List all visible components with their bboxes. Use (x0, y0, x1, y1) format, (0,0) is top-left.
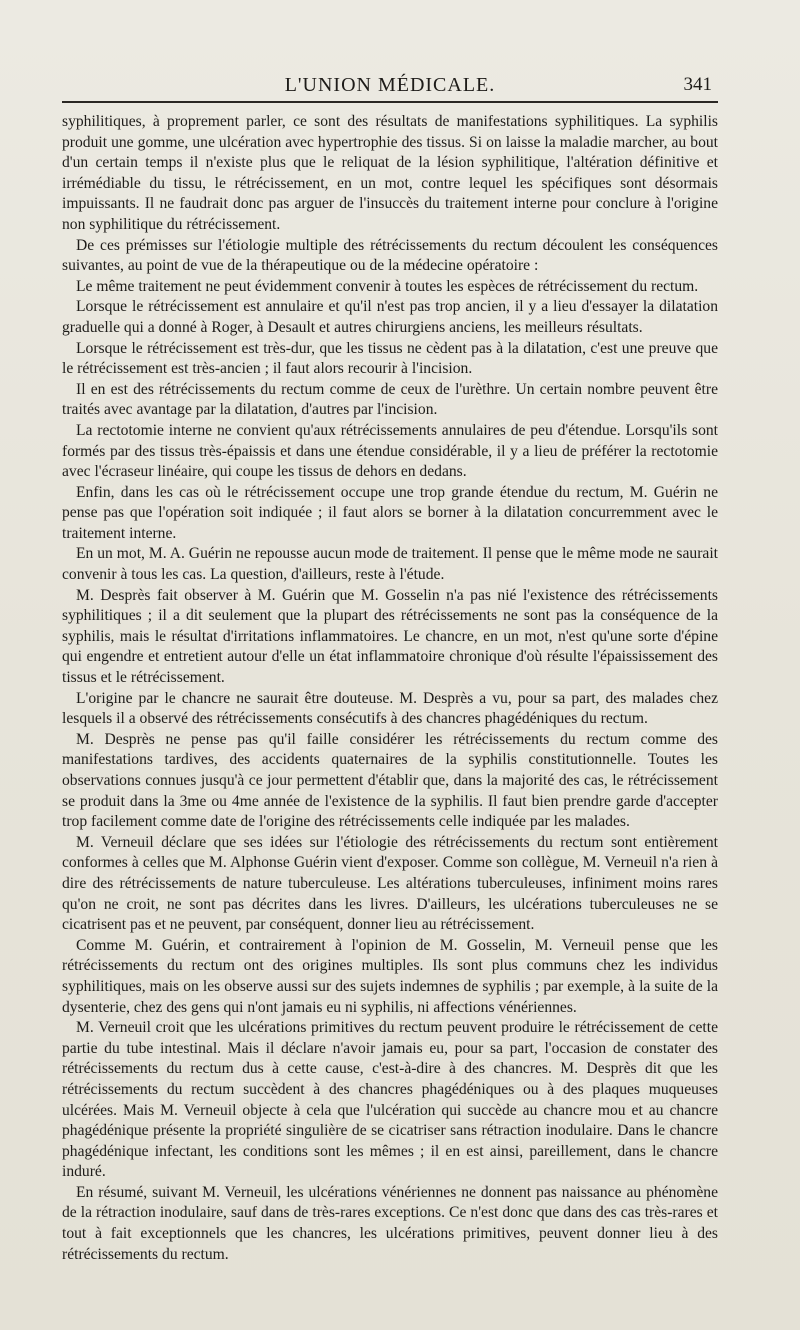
page-header (60, 70, 720, 104)
paragraph: Comme M. Guérin, et contrairement à l'opinion de M. Gosselin, M. Verneuil pense que les rétrécissements du rectum ont des origines multiples. Ils sont plus communs chez les individus syphilitiques, mais on les observe aussi sur des sujets indemnes de syphilis ; par exemple, à la suite de la dysenterie, chez des gens qui n'ont jamais eu ni syphilis, ni affections vénériennes. (62, 936, 718, 1016)
article-body (62, 112, 718, 1265)
paragraph: M. Desprès ne pense pas qu'il faille considérer les rétrécissements du rectum comme des manifestations tardives, des accidents quaternaires de la syphilis constitutionnelle. Toutes les observations connues jusqu'à ce jour permettent d'établir que, dans la majorité des cas, le rétrécissement se produit dans la 3me ou 4me année de l'existence de la syphilis. Il faut bien prendre garde d'accepter trop facilement comme date de l'origine des rétrécissements celle indiquée par les malades. (62, 730, 718, 831)
paragraph: La rectotomie interne ne convient qu'aux rétrécissements annulaires de peu d'étendue. Lorsqu'ils sont formés par des tissus très-épaissis et dans une étendue considérable, il y a lieu de préférer la rectotomie avec l'écraseur linéaire, qui coupe les tissus de dehors en dedans. (62, 421, 718, 481)
paragraph: Enfin, dans les cas où le rétrécissement occupe une trop grande étendue du rectum, M. Guérin ne pense pas que l'opération soit indiquée ; il faut alors se borner à la dilatation concurremment avec le traitement interne. (62, 483, 718, 542)
header-rule (62, 101, 718, 103)
paragraph: Le même traitement ne peut évidemment convenir à toutes les espèces de rétrécissement du rectum. (76, 277, 699, 295)
paragraph: De ces prémisses sur l'étiologie multiple des rétrécissements du rectum découlent les conséquences suivantes, au point de vue de la thérapeutique ou de la médecine opératoire : (62, 236, 718, 275)
running-title: L'UNION MÉDICALE. (284, 74, 496, 96)
paragraph: M. Verneuil déclare que ses idées sur l'étiologie des rétrécissements du rectum sont entièrement conformes à celles que M. Alphonse Guérin vient d'exposer. Comme son collègue, M. Verneuil n'a rien à dire des rétrécissements de nature tuberculeuse. Les altérations tuberculeuses, infiniment moins rares qu'on ne croit, ne sont pas décrites dans les livres. D'ailleurs, les ulcérations tuberculeuses ne se cicatrisent pas et ne peuvent, par conséquent, donner lieu au rétrécissement. (62, 833, 718, 934)
paragraph: Lorsque le rétrécissement est annulaire et qu'il n'est pas trop ancien, il y a lieu d'essayer la dilatation graduelle qui a donné à Roger, à Desault et autres chirurgiens anciens, les meilleurs résultats. (62, 298, 718, 336)
paragraph: En résumé, suivant M. Verneuil, les ulcérations vénériennes ne donnent pas naissance au phénomène de la rétraction inodulaire, sauf dans de très-rares exceptions. Ce n'est donc que dans des cas très-rares et tout à fait exceptionnels que les chancres, les ulcérations primitives, peuvent donner lieu à des rétrécissements du rectum. (62, 1183, 718, 1263)
paragraph: En un mot, M. A. Guérin ne repousse aucun mode de traitement. Il pense que le même mode ne saurait convenir à tous les cas. La question, d'ailleurs, reste à l'étude. (62, 545, 718, 584)
paragraph: L'origine par le chancre ne saurait être douteuse. M. Desprès a vu, pour sa part, des malades chez lesquels il a observé des rétrécissements consécutifs à des chancres phagédéniques du rectum. (62, 689, 718, 728)
paragraph: M. Verneuil croit que les ulcérations primitives du rectum peuvent produire le rétrécissement de cette partie du tube intestinal. Mais il déclare n'avoir jamais eu, pour sa part, l'occasion de constater des rétrécissements du rectum dus à cette cause, c'est-à-dire à des chancres. M. Desprès dit que les rétrécissements du rectum succèdent à des chancres phagédéniques ou à des plaques muqueuses ulcérées. Mais M. Verneuil objecte à cela que l'ulcération qui succède au chancre mou et au chancre phagédénique présente la propriété singulière de se cicatriser sans rétraction inodulaire. Dans le chancre phagédénique infectant, les conditions sont les mêmes ; il en est ainsi, pareillement, dans le chancre induré. (62, 1019, 718, 1181)
page-number: 341 (683, 74, 712, 95)
paragraph: M. Desprès fait observer à M. Guérin que M. Gosselin n'a pas nié l'existence des rétrécissements syphilitiques ; il a dit seulement que la plupart des rétrécissements ne sont pas la conséquence de la syphilis, mais le résultat d'irritations inflammatoires. Le chancre, en un mot, n'est qu'une sorte d'épine qui engendre et entretient autour d'elle un état inflammatoire chronique d'où résulte l'épaississement des tissus et le rétrécissement. (62, 586, 718, 687)
paragraph: Lorsque le rétrécissement est très-dur, que les tissus ne cèdent pas à la dilatation, c'est une preuve que le rétrécissement est très-ancien ; il faut alors recourir à l'incision. (62, 339, 718, 378)
paragraph: syphilitiques, à proprement parler, ce sont des résultats de manifestations syphilitiques. La syphilis produit une gomme, une ulcération avec hypertrophie des tissus. Si on laisse la maladie marcher, au bout d'un certain temps il n'existe plus que le reliquat de la lésion syphilitique, l'altération définitive et irrémédiable du tissu, le rétrécissement, en un mot, contre lequel les spécifiques sont désormais impuissants. Il ne faudrait donc pas arguer de l'insuccès du traitement interne pour conclure à l'origine non syphilitique du rétrécissement. (62, 113, 718, 233)
paragraph: Il en est des rétrécissements du rectum comme de ceux de l'urèthre. Un certain nombre peuvent être traités avec avantage par la dilatation, d'autres par l'incision. (62, 380, 718, 419)
